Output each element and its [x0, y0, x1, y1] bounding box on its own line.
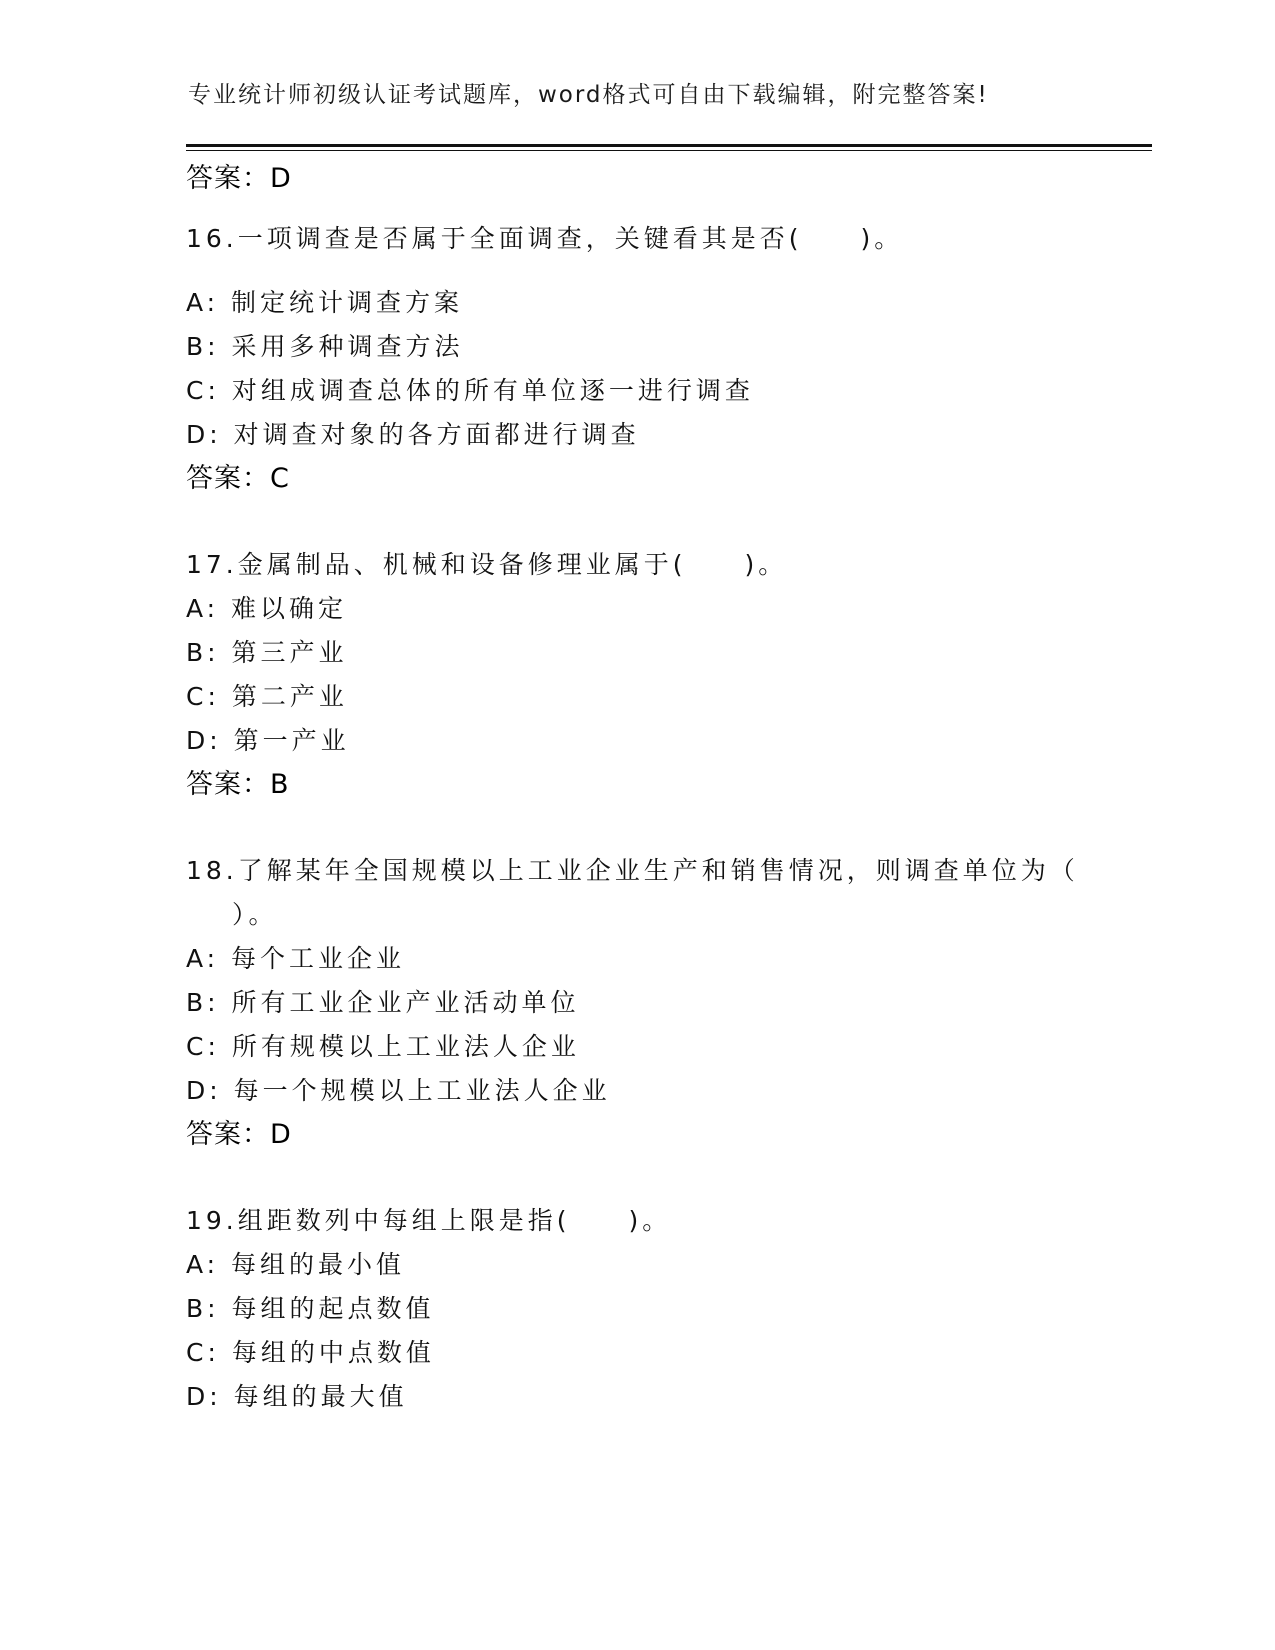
question-16-option-d: D: 对调查对象的各方面都进行调查: [186, 420, 640, 449]
question-19-option-c: C: 每组的中点数值: [186, 1338, 435, 1367]
page-header: 专业统计师初级认证考试题库，word格式可自由下载编辑，附完整答案!: [188, 82, 989, 108]
question-17-option-b: B: 第三产业: [186, 638, 348, 667]
question-17-stem: 17.金属制品、机械和设备修理业属于( )。: [186, 550, 788, 579]
question-16-option-c: C: 对组成调查总体的所有单位逐一进行调查: [186, 376, 754, 405]
previous-answer: 答案：D: [186, 163, 292, 194]
header-rule-thin: [186, 150, 1152, 151]
question-19-option-a: A: 每组的最小值: [186, 1250, 406, 1279]
question-17-option-d: D: 第一产业: [186, 726, 350, 755]
question-17-option-c: C: 第二产业: [186, 682, 348, 711]
question-18-stem: 18.了解某年全国规模以上工业企业生产和销售情况，则调查单位为（: [186, 856, 1079, 885]
question-19-option-b: B: 每组的起点数值: [186, 1294, 435, 1323]
question-19-stem: 19.组距数列中每组上限是指( )。: [186, 1206, 672, 1235]
question-16-option-b: B: 采用多种调查方法: [186, 332, 464, 361]
question-18-option-a: A: 每个工业企业: [186, 944, 406, 973]
question-16-stem: 16.一项调查是否属于全面调查，关键看其是否( )。: [186, 224, 904, 253]
question-18-option-b: B: 所有工业企业产业活动单位: [186, 988, 580, 1017]
question-18-option-c: C: 所有规模以上工业法人企业: [186, 1032, 580, 1061]
question-16-option-a: A: 制定统计调查方案: [186, 288, 464, 317]
question-17-option-a: A: 难以确定: [186, 594, 348, 623]
question-18-stem-continuation: ）。: [232, 900, 278, 929]
header-rule-thick: [186, 144, 1152, 147]
question-17-answer: 答案：B: [186, 769, 290, 800]
question-18-option-d: D: 每一个规模以上工业法人企业: [186, 1076, 611, 1105]
question-18-answer: 答案：D: [186, 1119, 292, 1150]
question-19-option-d: D: 每组的最大值: [186, 1382, 408, 1411]
question-16-answer: 答案：C: [186, 463, 290, 494]
